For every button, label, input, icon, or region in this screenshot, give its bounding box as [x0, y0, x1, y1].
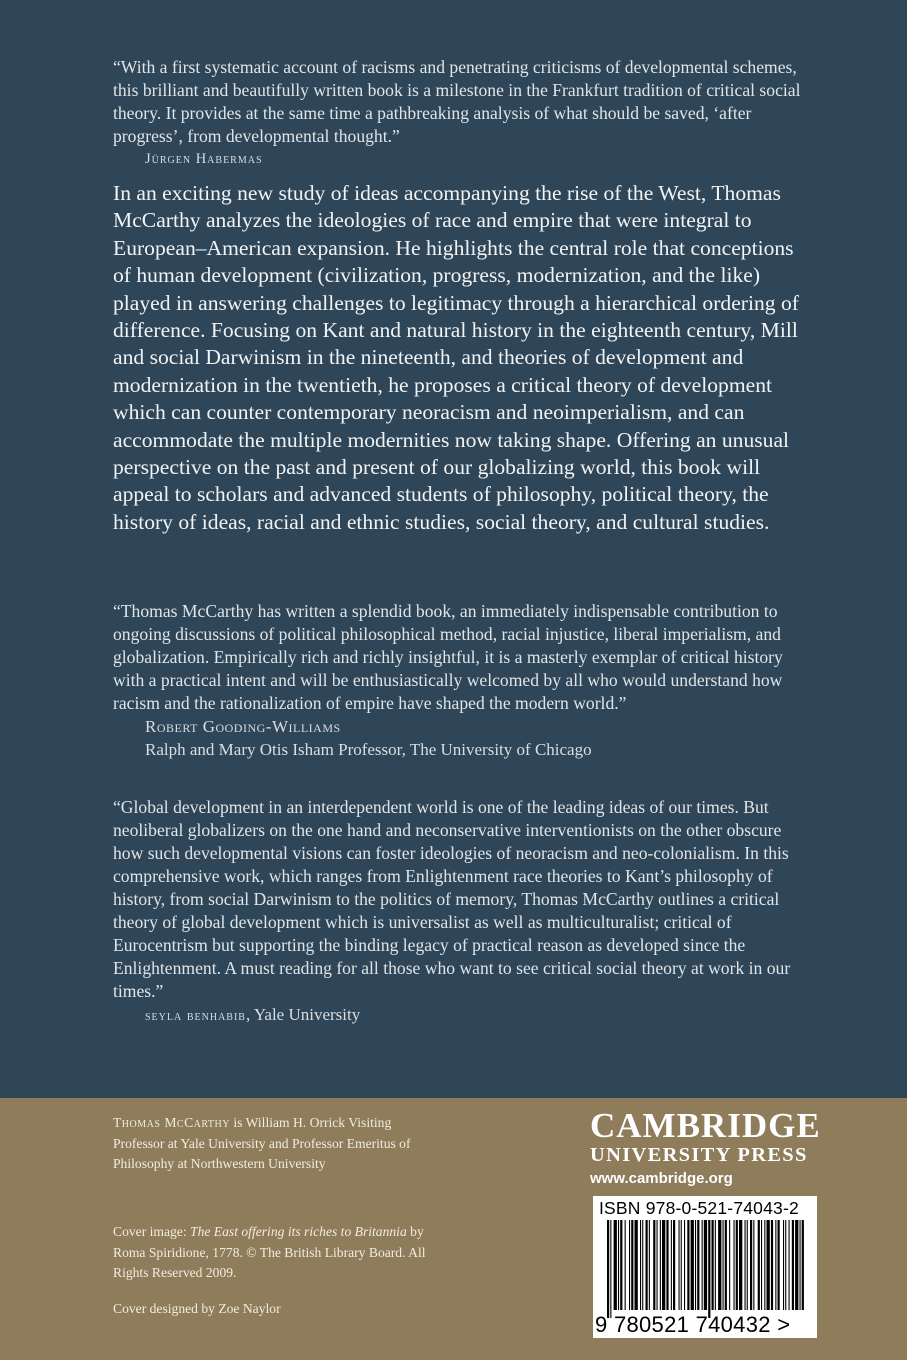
barcode-bar: [629, 1220, 630, 1310]
barcode-bar: [785, 1220, 786, 1310]
barcode-bar: [620, 1220, 622, 1310]
barcode-bar: [778, 1220, 780, 1310]
barcode-bar: [673, 1220, 675, 1310]
barcode-bar: [618, 1220, 619, 1310]
benhabib-name: seyla benhabib: [145, 1008, 246, 1024]
barcode-bar: [712, 1220, 714, 1310]
barcode-bar: [747, 1220, 748, 1310]
barcode-bar: [679, 1220, 680, 1310]
gooding-williams-affiliation: Ralph and Mary Otis Isham Professor, The University of Chicago: [145, 740, 592, 759]
barcode-bar: [734, 1220, 735, 1310]
barcode-bar: [684, 1220, 685, 1310]
book-description: In an exciting new study of ideas accompanying the rise of the West, Thomas McCarthy analyzes the ideologies of race and empire that were integral to European–American expansion. He highlights the central role that conceptions of human development (civilization, progress, modernization, and the like) played in answering challenges to legitimacy through a hierarchical ordering of difference. Focusing on Kant and natural history in the eighteenth century, Mill and social Darwinism in the nineteenth, and theories of development and modernization in the twentieth, he proposes a critical theory of development which can counter contemporary neoracism and neoimperialism, and can accommodate the multiple modernities now taking shape. Offering an unusual perspective on the past and present of our globalizing world, this book will appeal to scholars and advanced students of philosophy, political theory, the history of ideas, racial and ethnic studies, social theory, and cultural studies.: [113, 181, 799, 534]
barcode-bar: [695, 1220, 696, 1310]
barcode-bar: [789, 1220, 790, 1310]
barcode-bar: [753, 1220, 754, 1310]
barcode-bar: [671, 1220, 672, 1310]
cover-design-credit: Cover designed by Zoe Naylor: [113, 1301, 281, 1316]
publisher-press: UNIVERSITY PRESS: [590, 1144, 808, 1166]
barcode-bar: [640, 1220, 641, 1310]
publisher-name: CAMBRIDGE: [590, 1106, 821, 1145]
author-bio-text: is William H. Orrick Visiting Professor at Yale University and Professor Emeritus of Philosophy at Northwestern University: [113, 1115, 411, 1171]
barcode-bar: [653, 1220, 655, 1310]
benhabib-quote: [113, 796, 803, 1028]
barcode-bar: [642, 1220, 643, 1310]
barcode-bar: [666, 1220, 668, 1310]
habermas-quote: [113, 56, 803, 171]
cover-image-title: The East offering its riches to Britannia: [190, 1224, 407, 1239]
cover-image-suffix: by Roma Spiridione, 1778. © The British Library Board. All Rights Reserved 2009.: [113, 1224, 426, 1280]
publisher-logo: [590, 1108, 830, 1190]
barcode-bar: [715, 1220, 716, 1310]
barcode-bar: [610, 1220, 611, 1318]
barcode-bar: [687, 1220, 689, 1310]
barcode-bar: [795, 1220, 798, 1310]
barcode-bar: [800, 1220, 801, 1310]
barcode-bar: [725, 1220, 727, 1310]
barcode-bar: [761, 1220, 762, 1310]
barcode-bar: [736, 1220, 738, 1310]
habermas-quote-text: “With a first systematic account of racisms and penetrating criticisms of developmental schemes, this brilliant and beautifully written book is a milestone in the Frankfurt tradition of critical social theory. It provides at the same time a pathbreaking analysis of what should be saved, ‘after progress’, from developmental thought.”: [113, 57, 801, 146]
barcode-bar: [691, 1220, 694, 1310]
author-bio-name: Thomas McCarthy: [113, 1115, 230, 1130]
gooding-williams-quote-text: “Thomas McCarthy has written a splendid book, an immediately indispensable contribution to ongoing discussions of political philosophical method, racial injustice, liberal imperialism, and globalization. Empirically rich and richly insightful, it is a masterly exemplar of critical history with a practical intent and will be enthusiastically welcomed by all who would understand how racism and the rationalization of empire have shaped the modern world.”: [113, 601, 783, 713]
author-bio: [113, 1113, 443, 1175]
barcode-bar: [646, 1220, 648, 1310]
barcode-bar: [729, 1220, 730, 1310]
barcode-bar: [792, 1220, 794, 1310]
barcode-bar: [660, 1220, 661, 1310]
barcode-bar: [723, 1220, 724, 1310]
barcode-bar: [649, 1220, 650, 1310]
gooding-williams-attribution: Robert Gooding-Williams: [145, 717, 341, 736]
barcode-bar: [802, 1220, 804, 1310]
barcode-bar: [662, 1220, 665, 1310]
barcode-bar: [750, 1220, 752, 1310]
barcode-bar: [625, 1220, 626, 1310]
barcode-bar: [704, 1220, 707, 1310]
benhabib-quote-text: “Global development in an interdependent world is one of the leading ideas of our times. But neoliberal globalizers on the one hand and neconservative interventionists on the other obscure how such developmental visions can foster ideologies of neoracism and neo-colonialism. In this comprehensive work, which ranges from Enlightenment race theories to Kant’s philosophy of history, from social Darwinism to the politics of memory, Thomas McCarthy outlines a critical theory of global development which is universalist as well as multiculturalist; critical of Eurocentrism but supporting the binding legacy of practical reason as developed since the Enlightenment. A must reading for all those who want to see critical social theory at work in our times.”: [113, 797, 791, 1001]
barcode-bar: [783, 1220, 784, 1310]
barcode-bar: [702, 1220, 703, 1310]
barcode-bar: [739, 1220, 742, 1310]
barcode-digits: 9 780521 740432 >: [595, 1312, 791, 1337]
publisher-url: www.cambridge.org: [590, 1170, 733, 1187]
cover-image-prefix: Cover image:: [113, 1224, 191, 1239]
cover-image-credit: [113, 1222, 433, 1284]
barcode-bar: [607, 1220, 609, 1318]
barcode-bar: [631, 1220, 633, 1310]
gooding-williams-quote: [113, 600, 803, 761]
benhabib-attribution: [113, 1003, 803, 1028]
habermas-attribution: Jürgen Habermas: [145, 151, 263, 167]
benhabib-affiliation: , Yale University: [245, 1005, 361, 1024]
barcode-bar: [758, 1220, 760, 1310]
barcode-bar: [614, 1220, 617, 1310]
barcode-bar: [635, 1220, 638, 1310]
barcode-bars: [607, 1220, 805, 1318]
barcode-bar: [771, 1220, 773, 1310]
isbn-label: ISBN 978-0-521-74043-2: [599, 1198, 799, 1218]
barcode-bar: [775, 1220, 776, 1310]
barcode-bar: [697, 1220, 699, 1310]
barcode-bar: [764, 1220, 765, 1310]
barcode-bar: [657, 1220, 658, 1310]
barcode-bar: [718, 1220, 721, 1310]
barcode-bar: [681, 1220, 682, 1310]
barcode-bar: [767, 1220, 770, 1310]
barcode: [593, 1196, 817, 1338]
barcode-bar: [708, 1220, 710, 1318]
barcode-bar: [745, 1220, 746, 1310]
